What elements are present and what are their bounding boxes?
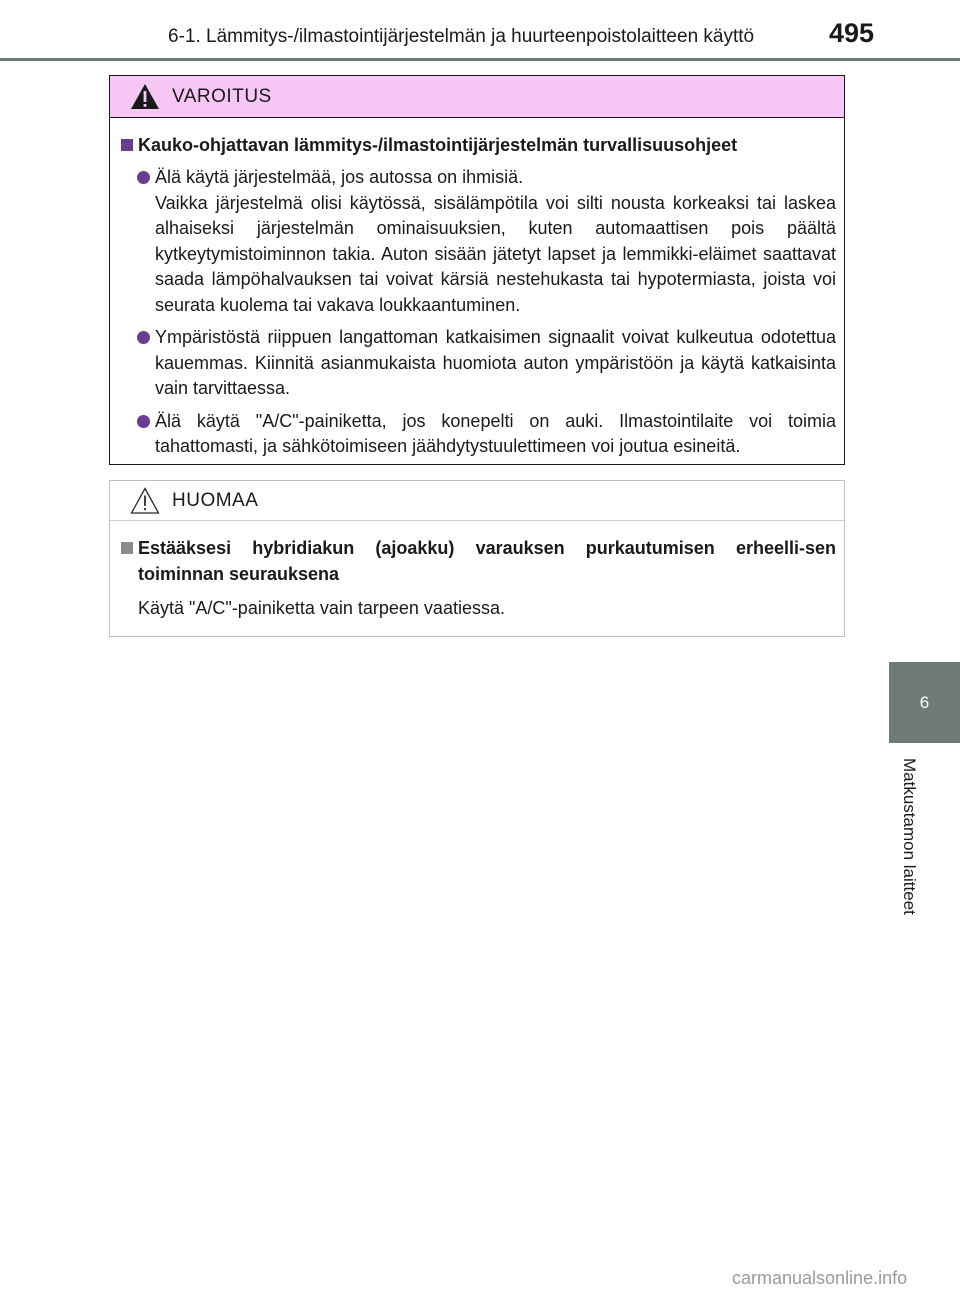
- chapter-label: Matkustamon laitteet: [900, 758, 919, 915]
- notice-label: HUOMAA: [172, 489, 259, 511]
- square-bullet-icon: [121, 139, 133, 151]
- circle-bullet-icon: [137, 331, 150, 344]
- warning-box: [109, 75, 845, 465]
- section-title: 6-1. Lämmitys-/ilmastointijärjestelmän ja huurteenpoistolaitteen käyttö: [168, 26, 755, 47]
- warning-item: [121, 165, 836, 318]
- warning-item-text: [155, 325, 836, 402]
- warning-triangle-icon: [130, 83, 160, 110]
- warning-item-text: [155, 409, 836, 460]
- warning-item: [121, 409, 836, 460]
- warning-header: [110, 76, 844, 118]
- warning-body: [110, 118, 844, 460]
- circle-bullet-icon: [137, 171, 150, 184]
- notice-text: Käytä "A/C"-painiketta vain tarpeen vaatiessa.: [138, 598, 505, 618]
- notice-heading: [121, 535, 836, 587]
- caution-triangle-icon: [130, 487, 160, 514]
- notice-header: [110, 481, 844, 521]
- warning-item-rest: Vaikka järjestelmä olisi käytössä, sisälämpötila voi silti nousta korkeaksi tai laskea alhaiseksi järjestelmän ominaisuuksien, kuten automaattisen pois päältä kytkeytymistoiminnon takia. Auton sisään jätetyt lapset ja lemmikki-eläimet saattavat saada lämpöhalvauksen tai voivat kärsiä nestehukasta tai hypotermiasta, joista voi seurata kuolema tai vakava loukkaantuminen.: [155, 192, 836, 315]
- header-rule: [0, 58, 960, 61]
- notice-heading-text: Estääksesi hybridiakun (ajoakku) varauksen purkautumisen erheelli-sen toiminnan seurauksena: [138, 538, 836, 584]
- warning-item-text: [155, 165, 836, 318]
- page-number: 495: [829, 18, 875, 48]
- warning-item: [121, 325, 836, 402]
- warning-label: VAROITUS: [172, 85, 272, 107]
- notice-box: [109, 480, 845, 637]
- chapter-tab[interactable]: [889, 662, 960, 743]
- circle-bullet-icon: [137, 415, 150, 428]
- chapter-number: 6: [919, 692, 930, 712]
- square-bullet-icon: [121, 542, 133, 554]
- warning-heading: [121, 132, 836, 158]
- watermark: carmanualsonline.info: [732, 1268, 908, 1288]
- warning-item-first-line: Älä käytä "A/C"-painiketta, jos konepelti on auki. Ilmastointilaite voi toimia tahattomasti, ja sähkötoimiseen jäähdytystuulettimeen voi joutua esineitä.: [155, 410, 836, 456]
- notice-body: [110, 521, 844, 621]
- warning-item-first-line: Ympäristöstä riippuen langattoman katkaisimen signaalit voivat kulkeutua odotettua kauemmas. Kiinnitä asianmukaista huomiota auton ympäristöön ja käytä katkaisinta vain tarvittaessa.: [155, 327, 836, 398]
- warning-item-first-line: Älä käytä järjestelmää, jos autossa on ihmisiä.: [155, 167, 524, 187]
- warning-heading-text: Kauko-ohjattavan lämmitys-/ilmastointijärjestelmän turvallisuusohjeet: [138, 135, 738, 155]
